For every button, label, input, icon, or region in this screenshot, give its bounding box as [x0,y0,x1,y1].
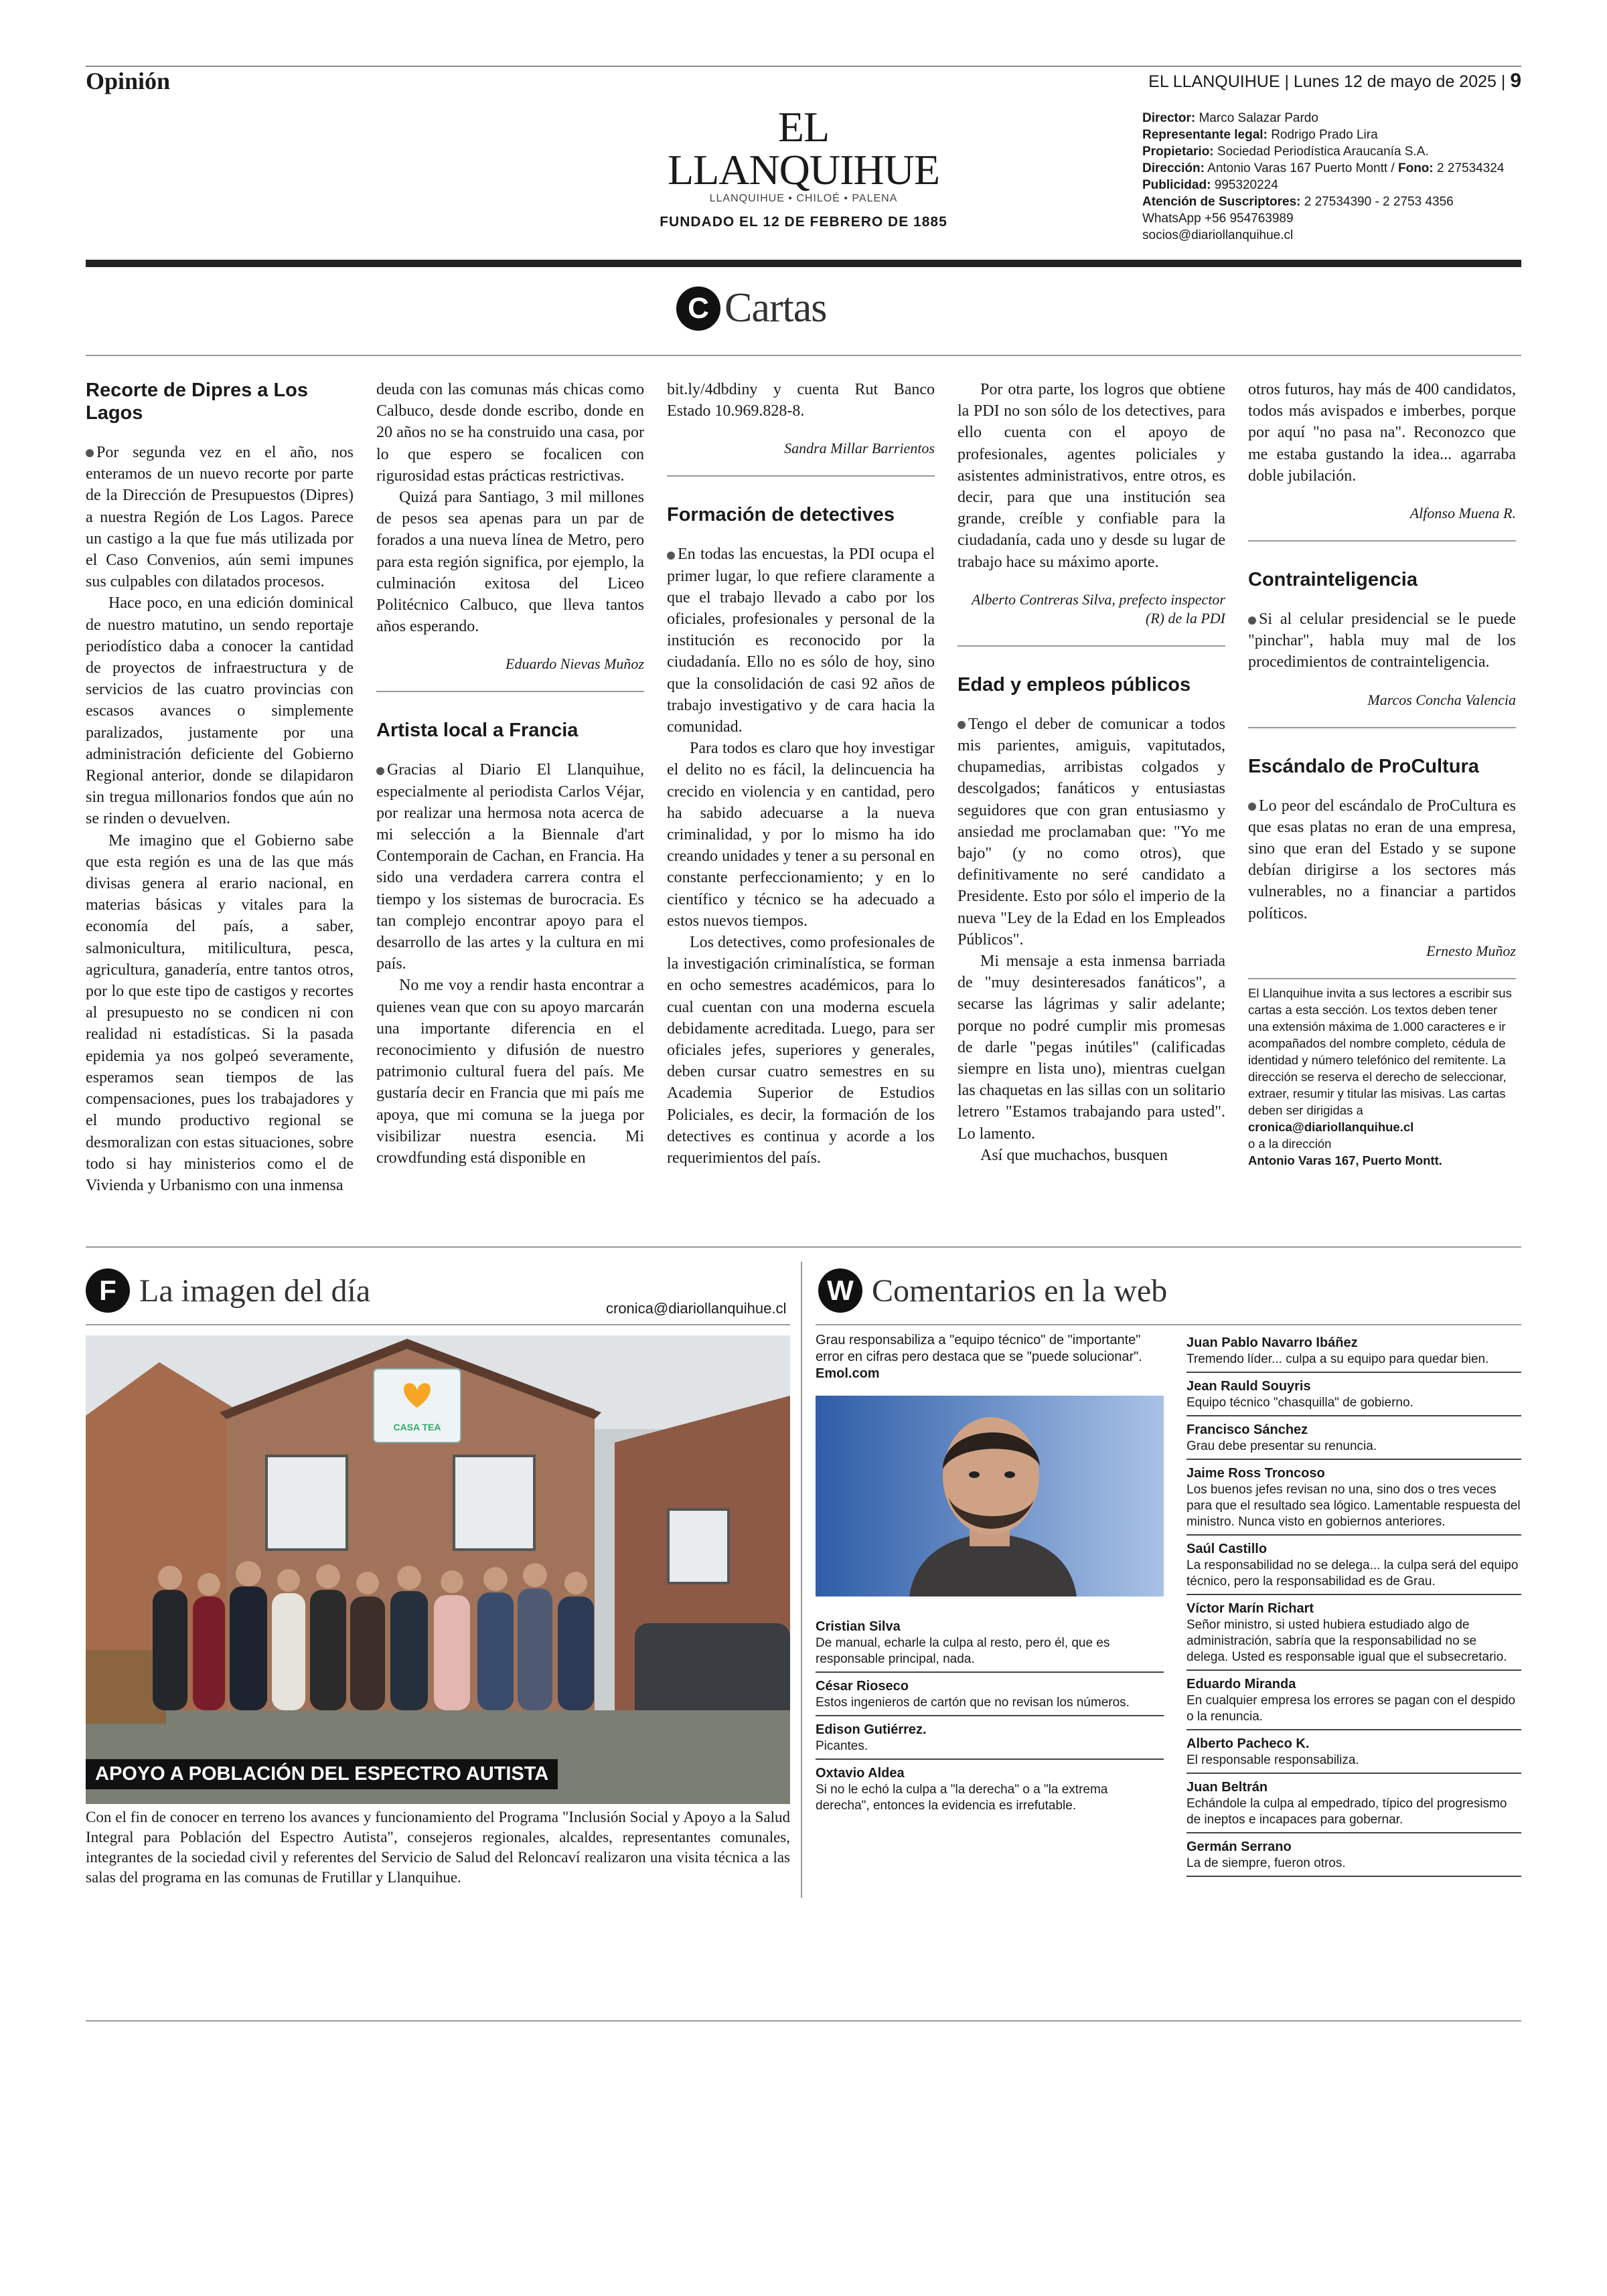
letter-signature: Alfonso Muena R. [1409,505,1516,522]
photo-caption: Con el fin de conocer en terreno los avances y funcionamiento del Programa "Inclusión Social y Apoyo a la Salud Integral para Población del Espectro Autista", consejeros regionales, alcaldes, representantes comunales, integrantes de la sociedad civil y referentes del Servicio de Salud del Reloncaví realizaron una visita técnica a las salas del programa en las comunas de Frutillar y Llanquihue. [86,1809,790,1886]
bullet-icon [376,767,384,775]
photo-illustration [86,1335,790,1804]
letter-paragraph: Me imagino que el Gobierno sabe que esta región es una de las que más divisas genera al erario nacional, en materias básicas y vitales para la economía del país, a saber, salmonicultura, mitilicultura, pesca, agricultura, ganadería, entre tantos otros, por lo que este tipo de castigos y recortes al presupuesto no se condicen ni con realidad ni estadísticas. Si la pasada epidemia ya nos golpeó severamente, esperamos sean tiempos de las compensaciones, pues los trabajadores y el mundo productivo regional se desmoralizan con estas situaciones, sobre todo si hay ministerios como el de Vivienda y Urbanismo con una inmensa [86,831,354,1194]
sign-text: CASA TEA [393,1422,441,1432]
letters-column-2 [376,379,644,1169]
founded-date: FUNDADO EL 12 DE FEBRERO DE 1885 [660,214,947,230]
page-header-info: EL LLANQUIHUE | Lunes 12 de mayo de 2025 | 9 [1148,70,1521,92]
staff-box [1142,110,1504,244]
bullet-icon [958,721,966,729]
comment-item: Oxtavio Aldea Si no le echó la culpa a "la derecha" o a "la extrema derecha", entonces la evidencia es irrefutable. [816,1766,1108,1813]
letter-paragraph: deuda con las comunas más chicas como Calbuco, desde donde escribo, donde en 20 años no se ha construido una casa, por lo que espero se focalicen con rigurosidad estas prácticas restrictivas. [376,381,644,485]
letter-separator [958,645,1225,647]
staff-line: Dirección: Antonio Varas 167 Puerto Montt / Fono: 2 27534324 [1142,161,1505,175]
comment-item: Jaime Ross Troncoso Los buenos jefes revisan no una, sino dos o tres veces para que el resultado sea lógico. Lamentable respuesta del ministro. Nunca visto en gobiernos anteriores. [1187,1463,1521,1536]
section-label: Opinión [86,68,171,94]
letter-separator [1248,540,1516,542]
bullet-icon [86,449,94,457]
letter-title: Formación de detectives [667,504,895,526]
issue-date: Lunes 12 de mayo de 2025 [1293,72,1497,91]
letter-separator [376,691,644,692]
letter-paragraph: Para todos es claro que hoy investigar el delito no es fácil, la delincuencia ha crecido en violencia y en cantidad, pero ha sabido adecuarse a la nueva criminalidad, y por lo mismo ha ido creando unidades y tener a su personal en constante perfeccionamiento; y en lo científico y técnico se ha adecuado a estos nuevos tiempos. [667,740,935,930]
cartas-badge-icon: C [676,286,720,331]
web-title: Comentarios en la web [872,1273,1168,1309]
comment-item: Jean Rauld Souyris Equipo técnico "chasquilla" de gobierno. [1187,1376,1521,1416]
letter-signature: Ernesto Muñoz [1426,942,1516,959]
comment-item: Alberto Pacheco K. El responsable responsabiliza. [1187,1733,1521,1774]
imagen-email[interactable]: cronica@diariollanquihue.cl [606,1300,787,1317]
letter-paragraph: No me voy a rendir hasta encontrar a quienes vean que con su apoyo marcarán una importante diferencia en el reconocimiento y difusión de nuestro patrimonio cultural fuera del país. Me gustaría decir en Francia que mi país me apoya, que mi comuna se la juega por visibilizar nuestra esencia. Mi crowdfunding está disponible en [376,977,644,1167]
comment-item: Víctor Marín Richart Señor ministro, si usted hubiera estudiado algo de administración, sabría que la responsabilidad no se delega. Usted es responsable igual que el subsecretario. [1187,1598,1521,1671]
imagen-section-head [86,1268,370,1313]
letter-paragraph: Si al celular presidencial se le puede "pinchar", habla muy mal de los procedimientos de contrainteligencia. [1248,610,1516,671]
staff-line: Propietario: Sociedad Periodística Araucanía S.A. [1142,145,1429,159]
web-source[interactable]: Emol.com [816,1366,880,1381]
letter-paragraph: En todas las encuestas, la PDI ocupa el primer lugar, lo que refiere claramente a que el trabajo llevado a cabo por los oficiales, profesionales y personal de la institución es reconocido por la ciudadanía. Ello no es sólo de hoy, sino que la consolidación de casi 92 años de trabajo investigativo y de cara hacia la comunidad. [667,546,935,736]
web-rule [816,1324,1521,1325]
comment-item: Edison Gutiérrez. Picantes. [816,1719,1164,1760]
letter-signature: Sandra Millar Barrientos [784,440,935,457]
masthead-subtitle: LLANQUIHUE • CHILOÉ • PALENA [709,193,898,204]
page-number: 9 [1510,70,1521,92]
letter-paragraph: bit.ly/4dbdiny y cuenta Rut Banco Estado 10.969.828-8. [667,381,935,420]
comment-item: Juan Beltrán Echándole la culpa al empedrado, típico del progresismo de ineptos e incapaces para gobernar. [1187,1777,1521,1833]
photo-of-the-day [86,1335,790,1804]
staff-line: Representante legal: Rodrigo Prado Lira [1142,128,1378,142]
letters-column-5 [1248,379,1516,1169]
letter-signature: Eduardo Nievas Muñoz [506,655,644,673]
web-comments-left [816,1332,1164,1821]
photo-caption-title: APOYO A POBLACIÓN DEL ESPECTRO AUTISTA [86,1759,558,1789]
comment-item: Francisco Sánchez Grau debe presentar su renuncia. [1187,1419,1521,1460]
letters-column-3 [667,379,935,1169]
staff-line: Director: Marco Salazar Pardo [1142,111,1318,125]
letter-separator [667,475,935,477]
letter-paragraph: Lo peor del escándalo de ProCultura es que esas platas no eran de una empresa, sino que eran del Estado y se supone debían dirigirse a los sectores más vulnerables, no a financiar a partidos políticos. [1248,797,1516,922]
submission-notice: El Llanquihue invita a sus lectores a escribir sus cartas a esta sección. Los textos deben tener una extensión máxima de 1.000 caracteres e ir acompañados del nombre completo, cédula de identidad y número telefónico del remitente. La dirección se reserva el derecho de seleccionar, extraer, resumir y titular las misivas. Las cartas deben ser dirigidas a cronica@diariollanquihue.cl o a la dirección Antonio Varas 167, Puerto Montt. [1248,978,1516,1169]
staff-line: Atención de Suscriptores: 2 27534390 - 2 2753 4356 [1142,195,1454,209]
vertical-divider [801,1262,802,1898]
letter-paragraph: Gracias al Diario El Llanquihue, especialmente al periodista Carlos Véjar, por realizar una hermosa nota acerca de mi selección a la Biennale d'art Contemporain de Cachan, en Francia. Ha sido una verdadera carrera contra el tiempo y los sistemas de burocracia. Es tan complejo encontrar apoyo para el desarrollo de las artes y la cultura en mi país. [376,761,644,973]
letter-paragraph: Por otra parte, los logros que obtiene la PDI no son sólo de los detectives, para ello cuenta con el apoyo de profesionales, agentes policiales y asistentes administrativos, entre otros, es decir, para que una institución sea grande, creíble y confiable para la ciudadanía, cada uno y desde su lugar de trabajo hace su máximo aporte. [958,381,1225,571]
comment-item: Eduardo Miranda En cualquier empresa los errores se pagan con el despido o la renuncia. [1187,1673,1521,1730]
letter-signature: Marcos Concha Valencia [1367,691,1516,708]
imagen-title: La imagen del día [139,1273,371,1309]
letter-paragraph: Así que muchachos, busquen [980,1146,1168,1164]
comment-item: Germán Serrano La de siempre, fueron otros. [1187,1836,1521,1877]
letter-title: Contrainteligencia [1248,569,1418,591]
paper-name: EL LLANQUIHUE [1148,72,1280,91]
cartas-title: Cartas [724,285,827,331]
comment-item: Saúl Castillo La responsabilidad no se delega... la culpa será del equipo técnico, pero la responsabilidad es de Grau. [1187,1538,1521,1595]
cartas-rule [86,355,1521,356]
comment-item: Cristian Silva De manual, echarle la culpa al resto, pero él, que es responsable principal, nada. [816,1616,1164,1673]
letter-title: Edad y empleos públicos [958,673,1191,695]
letter-paragraph: Mi mensaje a esta inmensa barriada de "muy desinteresados fanáticos", a secarse las lágrimas y salir adelante; porque no podré cumplir mis promesas de darle "pegas inútiles" (calificadas siempre en lista uno), mientras cuelgan las chaquetas en las sillas con un solitario letrero "Estamos trabajando para usted". Lo lamento. [958,953,1225,1143]
letter-paragraph: otros futuros, hay más de 400 candidatos, todos más avispados e imberbes, porque por aquí "no pasa na". Reconozco que me estaba gustando la idea... agarraba doble jubilación. [1248,381,1516,485]
letter-separator [1248,727,1516,728]
letters-column-4 [958,379,1225,1166]
bottom-rule [86,2020,1521,2022]
imagen-rule [86,1324,790,1325]
letter-title: Escándalo de ProCultura [1248,755,1479,777]
letter-title: Recorte de Dipres a Los Lagos [86,380,308,424]
letter-paragraph: Por segunda vez en el año, nos enteramos de un nuevo recorte por parte de la Dirección de Presupuestos (Dipres) a nuestra Región de Los Lagos. Parece un castigo a la que fue más utilizada por el Caso Convenios, aún semi impunes sus culpables con dilatados procesos. [86,444,354,591]
notice-address: Antonio Varas 167, Puerto Montt. [1248,1153,1442,1167]
letter-paragraph: Quizá para Santiago, 3 mil millones de pesos sea apenas para un par de forados a una nueva línea de Metro, pero para esta región significa, por ejemplo, la culminación exitosa del Liceo Politécnico Calbuco, que lleva tantos años esperando. [376,489,644,636]
section-divider [86,1246,1521,1248]
comment-item: Juan Pablo Navarro Ibáñez Tremendo líder... culpa a su equipo para quedar bien. [1187,1332,1521,1373]
bullet-icon [667,552,675,560]
letters-column-1 [86,379,354,1196]
bullet-icon [1248,617,1256,625]
web-intro: Grau responsabiliza a "equipo técnico" de "importante" error en cifras pero destaca que se "puede solucionar". Emol.com [816,1333,1142,1381]
letter-paragraph: Hace poco, en una edición dominical de nuestro matutino, un sendo reportaje periodístico daba a conocer la cantidad de proyectos de infraestructura y de servicios de las cuatro provincias con escasos avances o simplemente paralizados, justamente por una administración deficiente del Gobierno Regional anterior, donde se dilapidaron sin tregua millonarios fondos que aún no se rinden o devuelven. [86,594,354,828]
web-comments-right [1187,1332,1521,1880]
notice-email[interactable]: cronica@diariollanquihue.cl [1248,1119,1414,1134]
masthead-logo: EL LLANQUIHUE [668,103,939,193]
imagen-badge-icon: F [86,1268,130,1313]
web-badge-icon: W [818,1268,862,1313]
cartas-section-head [676,284,826,338]
masthead [656,103,951,230]
web-section-head [818,1268,1167,1313]
letter-signature: Alberto Contreras Silva, prefecto inspector (R) de la PDI [971,590,1225,627]
letter-title: Artista local a Francia [376,720,579,742]
staff-line: Publicidad: 995320224 [1142,178,1278,192]
top-rule [86,66,1521,67]
staff-line: WhatsApp +56 954763989 [1142,212,1294,226]
bullet-icon [1248,803,1256,811]
letter-paragraph: Los detectives, como profesionales de la investigación criminalística, se forman en ocho semestres académicos, para lo cual cuentan con una moderna escuela debidamente acreditada. Luego, para ser oficiales jefes, superiores y generales, deben cursar cuatro semestres en su Academia Superior de Estudios Policiales, es decir, la formación de los detectives es continua y acorde a los requerimientos del país. [667,934,935,1167]
minister-photo [816,1396,1164,1596]
letter-paragraph: Tengo el deber de comunicar a todos mis parientes, amiguis, vapitutados, chupamedias, arribistas colgados y descolgados; fanáticos y entusiastas seguidores que con gran entusiasmo y ansiedad me proclamaban que: "Yo me bajo" (y no como otros), que definitivamente no seré candidato a Presidente. Esto por sólo el imperio de la nueva "Ley de la Edad en los Empleados Públicos". [958,715,1225,949]
staff-line[interactable]: socios@diariollanquihue.cl [1142,228,1294,242]
masthead-rule [86,260,1521,267]
comment-item: César Rioseco Estos ingenieros de cartón que no revisan los números. [816,1675,1164,1716]
